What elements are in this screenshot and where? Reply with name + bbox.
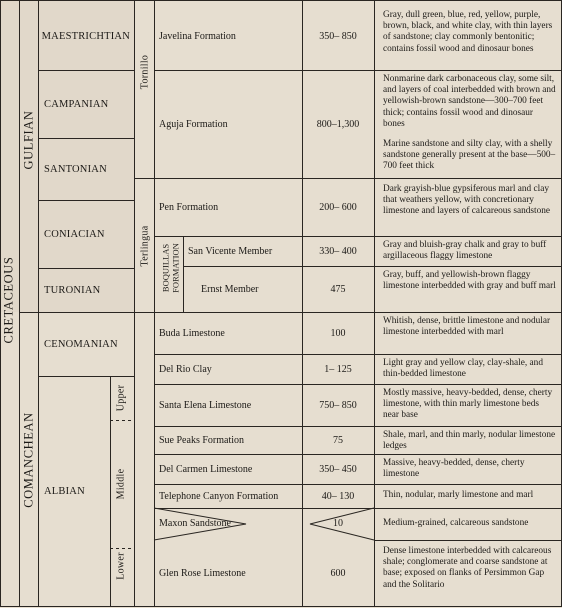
unit-thickness-del-rio: 1– 125 [324,363,352,375]
description-text: Dark grayish-blue gypsiferous marl and clay that weathers yellow, with concretionary limestone and layers of calcareous sandstone [383,184,551,217]
description-text: Shale, marl, and thin marly, nodular limestone ledges [383,430,556,452]
boquillas-line-2: FORMATION [170,243,180,293]
unit-thickness-buda: 100 [330,327,346,339]
unit-name-ernst: Ernst Member [201,283,259,295]
unit-thickness-telephone-canyon: 40– 130 [321,490,355,502]
stage-maestrichtian: MAESTRICHTIAN [41,30,130,42]
description-text: Mostly massive, heavy-bedded, dense, cherty limestone, with thin marly limestone beds near base [383,388,553,421]
stage-campanian: CAMPANIAN [44,98,109,110]
description-text: Whitish, dense, brittle limestone and nodular limestone interbedded with marl [383,316,551,338]
unit-name-maxon: Maxon Sandstone [159,517,231,529]
description-text: Medium-grained, calcareous sandstone [383,518,529,528]
description-text-2: Marine sandstone and silty clay, with a shelly sandstone generally present at the base—500–700 feet thick [383,139,556,172]
unit-name-aguja: Aguja Formation [159,118,228,130]
substage-middle: Middle [115,468,127,500]
description-text: Dense limestone interbedded with calcareous shale; conglomerate and coarse sandstone at base; exposed on flanks of Persimmon Gap and the Solitario [383,546,552,590]
unit-thickness-glen-rose: 600 [330,567,346,579]
unit-name-del-carmen: Del Carmen Limestone [159,463,253,475]
group-terlingua: Terlingua [139,225,151,267]
unit-name-telephone-canyon: Telephone Canyon Formation [159,490,279,502]
description-text: Gray, buff, and yellowish-brown flaggy limestone interbedded with gray and buff marl [383,270,556,292]
stage-coniacian: CONIACIAN [44,228,105,240]
substage-upper: Upper [115,384,127,412]
unit-name-javelina: Javelina Formation [159,30,236,42]
system-label-cretaceous: CRETACEOUS [1,256,16,344]
unit-thickness-ernst: 475 [330,283,346,295]
description-text: Thin, nodular, marly limestone and marl [383,490,534,500]
stage-santonian: SANTONIAN [44,163,107,175]
unit-name-sue-peaks: Sue Peaks Formation [159,434,244,446]
description-text: Gray and bluish-gray chalk and gray to buff argillaceous flaggy limestone [383,240,547,262]
unit-name-del-rio: Del Rio Clay [159,363,212,375]
unit-name-buda: Buda Limestone [159,327,225,339]
group-tornillo: Tornillo [139,54,151,90]
unit-thickness-del-carmen: 350– 450 [319,463,357,475]
unit-name-glen-rose: Glen Rose Limestone [159,567,246,579]
stage-cenomanian: CENOMANIAN [44,338,118,350]
boquillas-line-1: BOQUILLAS [160,243,171,293]
description-text: Gray, dull green, blue, red, yellow, purple, brown, black, and white clay, with thin layers of sandstone; clay commonly bentonitic; contains fossil wood and dinosaur bones [383,10,553,54]
description-text: Light gray and yellow clay, clay-shale, and thin-bedded limestone [383,358,543,380]
unit-thickness-santa-elena: 750– 850 [319,399,357,411]
unit-thickness-maxon: 10 [333,517,343,529]
unit-name-santa-elena: Santa Elena Limestone [159,399,252,411]
stage-albian: ALBIAN [44,485,85,497]
series-label-gulfian: GULFIAN [21,110,36,170]
series-label-comanchean: COMANCHEAN [21,412,36,508]
description-text: Massive, heavy-bedded, dense, cherty limestone [383,458,525,480]
unit-name-san-vicente: San Vicente Member [188,245,273,257]
unit-thickness-aguja: 800–1,300 [316,118,360,130]
description-text: Nonmarine dark carbonaceous clay, some silt, and layers of coal interbedded with brown and yellowish-brown sandstone—300–700 feet thick; contains fossil wood and dinosaur bones [383,74,556,129]
unit-thickness-pen: 200– 600 [319,201,357,213]
unit-thickness-sue-peaks: 75 [333,434,343,446]
unit-thickness-san-vicente: 330– 400 [319,245,357,257]
unit-name-pen: Pen Formation [159,201,219,213]
substage-lower: Lower [115,552,127,580]
stage-turonian: TURONIAN [44,284,101,296]
unit-thickness-javelina: 350– 850 [319,30,357,42]
